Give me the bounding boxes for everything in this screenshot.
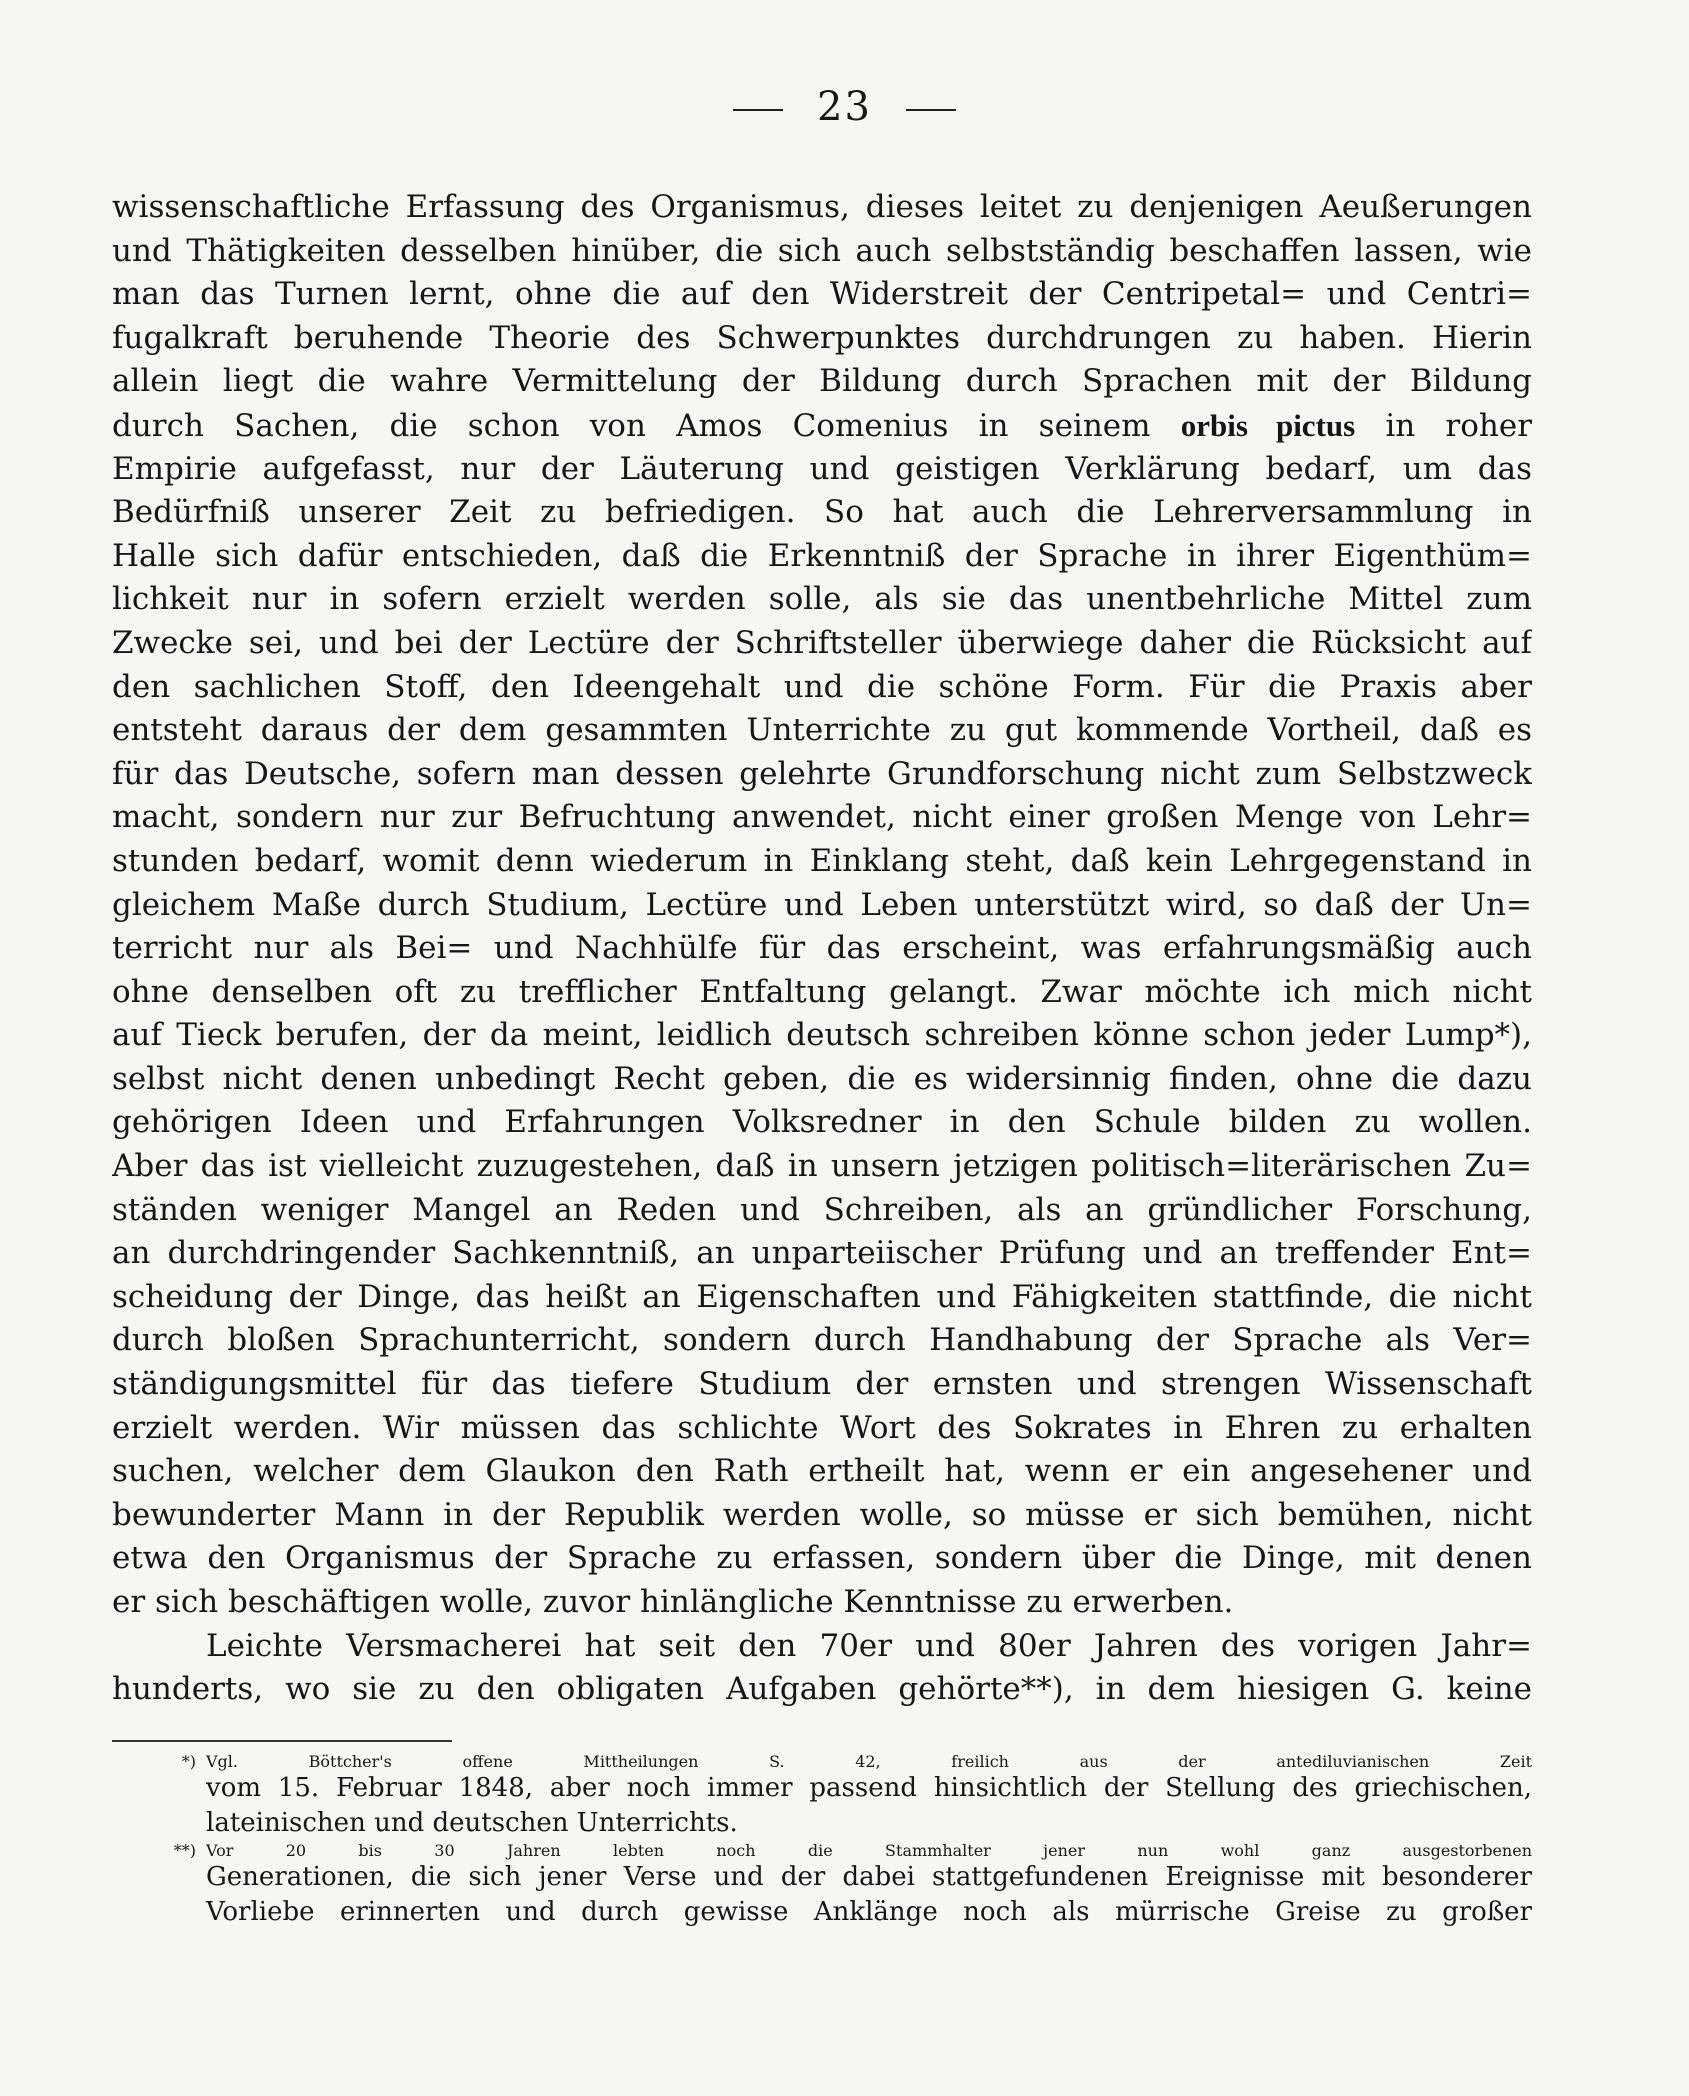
latin-title: orbis pictus	[1180, 407, 1356, 443]
page-number-value: 23	[817, 84, 872, 130]
footnote-line: Vor 20 bis 30 Jahren lebten noch die Stammhalter jener nun wohl ganz ausgestorbenen	[206, 1841, 1532, 1860]
body-line: den sachlichen Stoff, den Ideengehalt und die schöne Form. Für die Praxis aber	[112, 668, 1532, 705]
body-line: und Thätigkeiten desselben hinüber, die sich auch selbstständig beschaffen lassen, wie	[112, 232, 1532, 269]
footnote-mark: **)	[173, 1841, 196, 1860]
body-line: ohne denselben oft zu trefflicher Entfaltung gelangt. Zwar möchte ich mich nicht	[112, 973, 1532, 1010]
body-line: entsteht daraus der dem gesammten Unterrichte zu gut kommende Vortheil, daß es	[112, 712, 1532, 749]
body-line: macht, sondern nur zur Befruchtung anwendet, nicht einer großen Menge von Lehr=	[112, 799, 1532, 836]
body-line: Bedürfniß unserer Zeit zu befriedigen. So hat auch die Lehrerversammlung in	[112, 494, 1532, 531]
body-line: ständigungsmittel für das tiefere Studium der ernsten und strengen Wissenschaft	[112, 1366, 1532, 1403]
body-line: gehörigen Ideen und Erfahrungen Volksredner in den Schule bilden zu wollen.	[112, 1104, 1532, 1141]
body-line: suchen, welcher dem Glaukon den Rath ertheilt hat, wenn er ein angesehener und	[112, 1453, 1532, 1490]
footnote-mark: *)	[181, 1752, 196, 1771]
body-line: für das Deutsche, sofern man dessen gelehrte Grundforschung nicht zum Selbstzweck	[112, 755, 1532, 792]
body-line: Empirie aufgefasst, nur der Läuterung und geistigen Verklärung bedarf, um das	[112, 450, 1532, 487]
body-line: stunden bedarf, womit denn wiederum in Einklang steht, daß kein Lehrgegenstand in	[112, 842, 1532, 879]
body-line: gleichem Maße durch Studium, Lectüre und Leben unterstützt wird, so daß der Un=	[112, 886, 1532, 923]
body-line: Halle sich dafür entschieden, daß die Erkenntniß der Sprache in ihrer Eigenthüm=	[112, 537, 1532, 574]
body-line: er sich beschäftigen wolle, zuvor hinlängliche Kenntnisse zu erwerben.	[112, 1584, 1234, 1620]
body-line: ständen weniger Mangel an Reden und Schreiben, als an gründlicher Forschung,	[112, 1191, 1532, 1228]
body-line: fugalkraft beruhende Theorie des Schwerpunktes durchdrungen zu haben. Hierin	[112, 319, 1532, 356]
footnote-line: Generationen, die sich jener Verse und der dabei stattgefundenen Ereignisse mit besonderer	[206, 1862, 1532, 1892]
footnote-2	[112, 1841, 1532, 1860]
footnote-line: vom 15. Februar 1848, aber noch immer passend hinsichtlich der Stellung des griechischen,	[206, 1773, 1532, 1803]
footnote-divider	[112, 1740, 452, 1742]
footnote-line: Vgl. Böttcher's offene Mittheilungen S. 42, freilich aus der antediluvianischen Zeit	[206, 1752, 1532, 1771]
body-line: an durchdringender Sachkenntniß, an unparteiischer Prüfung und an treffender Ent=	[112, 1235, 1532, 1272]
body-line: allein liegt die wahre Vermittelung der Bildung durch Sprachen mit der Bildung	[112, 363, 1532, 400]
body-line: wissenschaftliche Erfassung des Organismus, dieses leitet zu denjenigen Aeußerungen	[112, 189, 1532, 225]
page-number	[0, 84, 1689, 130]
body-line: bewunderter Mann in der Republik werden wolle, so müsse er sich bemühen, nicht	[112, 1496, 1532, 1533]
body-line: terricht nur als Bei= und Nachhülfe für das erscheint, was erfahrungsmäßig auch	[112, 930, 1532, 967]
footnote-1	[112, 1752, 1532, 1771]
right-dash	[906, 109, 956, 111]
footnote-line: Vorliebe erinnerten und durch gewisse Anklänge noch als mürrische Greise zu großer	[206, 1897, 1532, 1927]
footnote-line: lateinischen und deutschen Unterrichts.	[206, 1808, 738, 1838]
body-line: erzielt werden. Wir müssen das schlichte Wort des Sokrates in Ehren zu erhalten	[112, 1409, 1532, 1446]
body-line-orbis-pictus: durch Sachen, die schon von Amos Comenius in seinem orbis pictus in roher	[112, 407, 1532, 444]
left-dash	[733, 109, 783, 111]
body-line: auf Tieck berufen, der da meint, leidlich deutsch schreiben könne schon jeder Lump*),	[112, 1017, 1532, 1054]
body-line: etwa den Organismus der Sprache zu erfassen, sondern über die Dinge, mit denen	[112, 1540, 1532, 1577]
body-line: durch bloßen Sprachunterricht, sondern durch Handhabung der Sprache als Ver=	[112, 1322, 1532, 1359]
body-line: selbst nicht denen unbedingt Recht geben, die es widersinnig finden, ohne die dazu	[112, 1060, 1532, 1097]
body-line: hunderts, wo sie zu den obligaten Aufgaben gehörte**), in dem hiesigen G. keine	[112, 1671, 1532, 1708]
body-text	[112, 186, 1532, 1712]
body-line: scheidung der Dinge, das heißt an Eigenschaften und Fähigkeiten stattfinde, die nicht	[112, 1278, 1532, 1315]
footnotes	[112, 1752, 1532, 1930]
body-line-paragraph-start: Leichte Versmacherei hat seit den 70er und 80er Jahren des vorigen Jahr=	[206, 1627, 1532, 1664]
body-line: man das Turnen lernt, ohne die auf den Widerstreit der Centripetal= und Centri=	[112, 276, 1532, 313]
body-line: lichkeit nur in sofern erzielt werden solle, als sie das unentbehrliche Mittel zum	[112, 581, 1532, 618]
body-line: Zwecke sei, und bei der Lectüre der Schriftsteller überwiege daher die Rücksicht auf	[112, 624, 1532, 661]
body-line: Aber das ist vielleicht zuzugestehen, daß in unsern jetzigen politisch=literärischen Zu=	[112, 1148, 1532, 1185]
